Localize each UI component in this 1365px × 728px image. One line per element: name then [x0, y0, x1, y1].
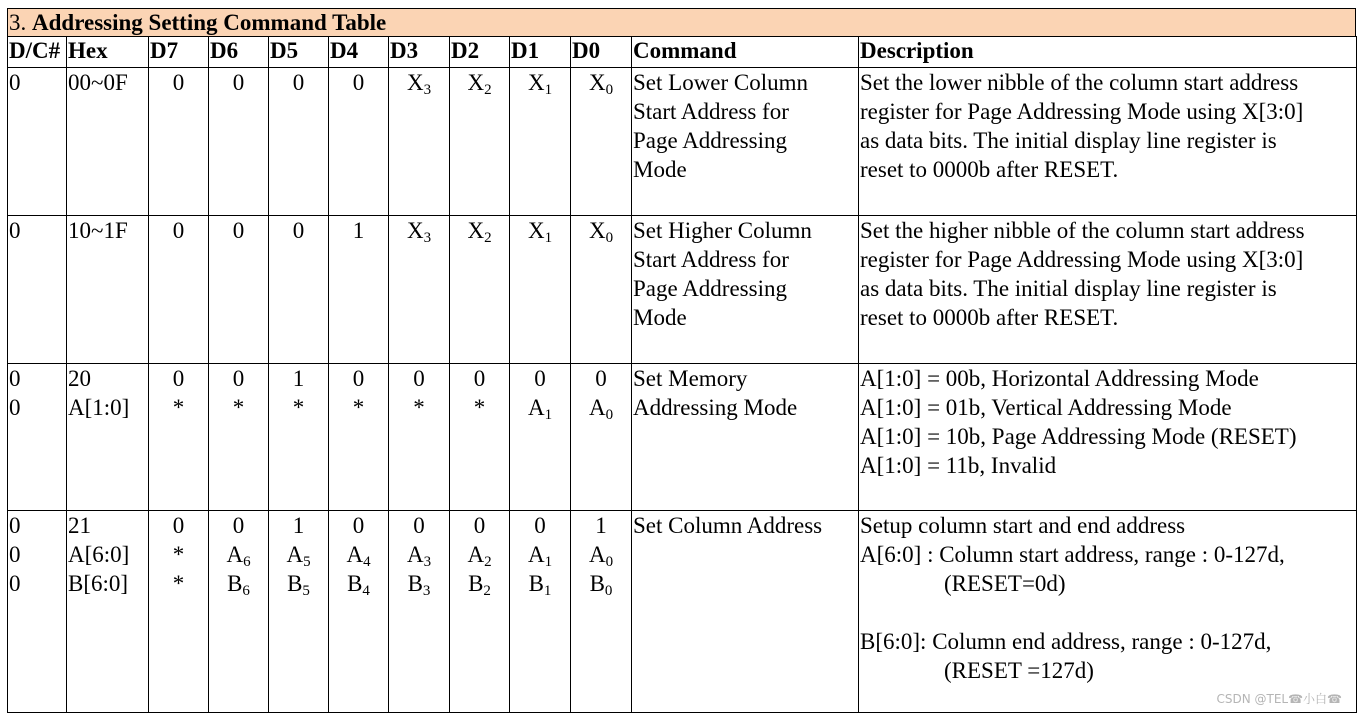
command-cell-line: Mode: [633, 305, 687, 330]
hex-cell-line: 21: [68, 513, 91, 538]
bit-value: [149, 511, 208, 540]
bit-value: [269, 68, 328, 97]
bit-subscript: 0: [605, 230, 614, 246]
bit-symbol: 0: [172, 513, 185, 538]
bit-value: [329, 540, 388, 569]
bit-cell-d0: [571, 216, 632, 364]
bit-cell-d7: [149, 364, 209, 511]
bit-value: [209, 511, 268, 540]
bit-cell-d6: [209, 68, 269, 216]
bit-value: [149, 393, 208, 422]
hex-cell-line: A[6:0]: [68, 542, 130, 567]
bit-value: [329, 364, 388, 393]
command-cell: [632, 511, 859, 713]
command-cell-line: Set Memory: [633, 366, 748, 391]
bit-symbol: 0: [595, 366, 607, 391]
col-header: D/C#: [8, 37, 67, 68]
bit-subscript: 1: [544, 554, 553, 570]
bit-value: [571, 393, 631, 422]
description-line: register for Page Addressing Mode using X[3:0]: [860, 99, 1304, 124]
bit-symbol: X: [527, 218, 545, 243]
bit-symbol: A: [406, 542, 424, 567]
hex-cell: [67, 364, 149, 511]
hex-cell-line: A[1:0]: [68, 395, 130, 420]
bit-symbol: A: [286, 542, 304, 567]
command-cell-line: Addressing Mode: [633, 395, 798, 420]
command-cell-line: Set Higher Column: [633, 218, 812, 243]
col-header: D0: [571, 37, 632, 68]
bit-subscript: 0: [605, 554, 614, 570]
bit-symbol: X: [467, 70, 485, 95]
bit-value: [209, 393, 268, 422]
dc-cell-line: 0: [9, 70, 21, 95]
col-header: Hex: [67, 37, 149, 68]
bit-symbol: A: [588, 542, 606, 567]
hex-cell-line: 10~1F: [68, 218, 128, 243]
bit-symbol: 1: [292, 513, 305, 538]
bit-value: [389, 511, 449, 540]
bit-value: [389, 364, 449, 393]
bit-symbol: 0: [413, 366, 425, 391]
bit-value: [149, 569, 208, 598]
bit-symbol: 0: [232, 70, 245, 95]
bit-subscript: 3: [423, 554, 432, 570]
bit-symbol: 0: [172, 218, 185, 243]
description-line: register for Page Addressing Mode using X[3:0]: [860, 247, 1304, 272]
bit-value: [510, 393, 570, 422]
bit-symbol: 0: [534, 513, 546, 538]
bit-symbol: *: [413, 395, 425, 420]
bit-subscript: 6: [242, 583, 250, 599]
bit-symbol: 0: [352, 366, 365, 391]
watermark: CSDN @TEL☎小白☎: [1216, 692, 1342, 706]
col-header: D6: [209, 37, 269, 68]
hex-cell: [67, 216, 149, 364]
dc-cell-line: 0: [9, 571, 21, 596]
bit-symbol: 1: [595, 513, 607, 538]
bit-symbol: *: [172, 395, 185, 420]
description-line: reset to 0000b after RESET.: [860, 305, 1119, 330]
bit-symbol: X: [588, 218, 606, 243]
bit-value: [450, 393, 509, 422]
bit-cell-d1: [510, 364, 571, 511]
bit-symbol: A: [588, 395, 606, 420]
col-header: Command: [632, 37, 859, 68]
bit-cell-d6: [209, 511, 269, 713]
bit-cell-d4: [329, 68, 389, 216]
bit-subscript: 0: [604, 583, 613, 599]
bit-symbol: *: [172, 542, 185, 567]
bit-cell-d7: [149, 511, 209, 713]
bit-subscript: 6: [243, 554, 251, 570]
bit-cell-d2: [450, 68, 510, 216]
bit-subscript: 5: [303, 554, 311, 570]
description-cell: [859, 364, 1357, 511]
section-number: 3.: [9, 10, 27, 35]
command-cell-line: Page Addressing: [633, 128, 787, 153]
dc-cell: [8, 68, 67, 216]
command-cell: [632, 68, 859, 216]
bit-subscript: 3: [423, 82, 432, 98]
bit-cell-d2: [450, 364, 510, 511]
bit-symbol: B: [227, 571, 243, 596]
bit-symbol: 0: [534, 366, 546, 391]
description-line: [860, 598, 1356, 627]
bit-value: [149, 68, 208, 97]
bit-subscript: 4: [362, 583, 370, 599]
col-header: Description: [859, 37, 1357, 68]
bit-value: [209, 216, 268, 245]
bit-symbol: A: [527, 395, 545, 420]
description-line: A[6:0] : Column start address, range : 0-127d,: [860, 542, 1285, 567]
bit-value: [510, 540, 570, 569]
bit-symbol: A: [226, 542, 244, 567]
bit-cell-d4: [329, 216, 389, 364]
bit-symbol: 0: [473, 513, 486, 538]
col-header: D5: [269, 37, 329, 68]
bit-cell-d0: [571, 364, 632, 511]
bit-subscript: 1: [544, 230, 553, 246]
bit-subscript: 2: [484, 554, 492, 570]
bit-symbol: B: [407, 571, 423, 596]
description-line: Set the higher nibble of the column start address: [860, 218, 1305, 243]
bit-symbol: B: [468, 571, 484, 596]
table-row: [8, 68, 1357, 216]
description-line: A[1:0] = 10b, Page Addressing Mode (RESET): [860, 424, 1297, 449]
col-header: D2: [450, 37, 510, 68]
command-cell: [632, 364, 859, 511]
table-row: [8, 511, 1357, 713]
command-cell-line: Mode: [633, 157, 687, 182]
dc-cell-line: 0: [9, 513, 21, 538]
bit-value: [269, 393, 328, 422]
bit-value: [329, 569, 388, 598]
bit-symbol: X: [527, 70, 545, 95]
bit-value: [510, 68, 570, 97]
command-cell-line: Start Address for: [633, 247, 789, 272]
description-line: B[6:0]: Column end address, range : 0-127d,: [860, 629, 1272, 654]
command-cell-line: Set Lower Column: [633, 70, 809, 95]
hex-cell: [67, 68, 149, 216]
description-cell: [859, 68, 1357, 216]
bit-cell-d2: [450, 511, 510, 713]
bit-symbol: *: [172, 571, 185, 596]
bit-cell-d3: [389, 216, 450, 364]
dc-cell-line: 0: [9, 395, 21, 420]
command-table-section: [7, 8, 1356, 713]
description-line: A[1:0] = 01b, Vertical Addressing Mode: [860, 395, 1232, 420]
bit-symbol: 1: [292, 366, 305, 391]
description-line: as data bits. The initial display line register is: [860, 276, 1277, 301]
bit-cell-d3: [389, 68, 450, 216]
bit-value: [510, 569, 570, 598]
bit-value: [450, 364, 509, 393]
hex-cell-line: B[6:0]: [68, 571, 129, 596]
col-header: D7: [149, 37, 209, 68]
bit-cell-d1: [510, 68, 571, 216]
bit-cell-d2: [450, 216, 510, 364]
bit-symbol: 0: [172, 366, 185, 391]
bit-value: [450, 216, 509, 245]
dc-cell-line: 0: [9, 366, 21, 391]
command-cell-line: Set Column Address: [633, 513, 823, 538]
bit-symbol: A: [346, 542, 364, 567]
bit-symbol: 0: [292, 70, 305, 95]
bit-subscript: 0: [605, 407, 614, 423]
description-line: Set the lower nibble of the column start address: [860, 70, 1299, 95]
bit-symbol: 0: [232, 366, 245, 391]
description-cell: [859, 216, 1357, 364]
bit-cell-d0: [571, 68, 632, 216]
bit-cell-d7: [149, 68, 209, 216]
bit-symbol: 0: [352, 70, 365, 95]
bit-symbol: *: [473, 395, 486, 420]
dc-cell: [8, 511, 67, 713]
dc-cell-line: 0: [9, 218, 21, 243]
bit-subscript: 2: [484, 82, 492, 98]
bit-value: [389, 393, 449, 422]
bit-value: [571, 364, 631, 393]
bit-symbol: X: [467, 218, 485, 243]
bit-value: [450, 68, 509, 97]
description-line: A[1:0] = 00b, Horizontal Addressing Mode: [860, 366, 1259, 391]
bit-subscript: 2: [483, 583, 491, 599]
hex-cell-line: 00~0F: [68, 70, 128, 95]
bit-symbol: B: [347, 571, 363, 596]
bit-value: [329, 393, 388, 422]
bit-value: [450, 540, 509, 569]
section-heading: Addressing Setting Command Table: [32, 10, 387, 35]
bit-symbol: 0: [232, 218, 245, 243]
bit-subscript: 1: [543, 583, 552, 599]
bit-value: [389, 216, 449, 245]
bit-cell-d6: [209, 216, 269, 364]
bit-symbol: 0: [232, 513, 245, 538]
bit-symbol: 1: [352, 218, 365, 243]
bit-cell-d3: [389, 511, 450, 713]
dc-cell: [8, 364, 67, 511]
bit-symbol: A: [527, 542, 545, 567]
dc-cell-line: 0: [9, 542, 21, 567]
bit-cell-d6: [209, 364, 269, 511]
col-header: D4: [329, 37, 389, 68]
command-cell-line: Page Addressing: [633, 276, 787, 301]
bit-symbol: 0: [172, 70, 185, 95]
bit-subscript: 1: [544, 407, 553, 423]
bit-cell-d7: [149, 216, 209, 364]
bit-value: [571, 540, 631, 569]
bit-cell-d5: [269, 511, 329, 713]
bit-subscript: 0: [605, 82, 614, 98]
bit-value: [329, 216, 388, 245]
bit-value: [269, 364, 328, 393]
description-line: reset to 0000b after RESET.: [860, 157, 1119, 182]
description-line: Setup column start and end address: [860, 513, 1186, 538]
bit-value: [389, 569, 449, 598]
command-cell-line: Start Address for: [633, 99, 789, 124]
bit-symbol: X: [406, 218, 424, 243]
bit-symbol: 0: [413, 513, 425, 538]
dc-cell: [8, 216, 67, 364]
bit-value: [389, 540, 449, 569]
bit-cell-d4: [329, 511, 389, 713]
bit-symbol: B: [528, 571, 544, 596]
bit-cell-d1: [510, 511, 571, 713]
description-line: (RESET =127d): [944, 658, 1094, 683]
bit-subscript: 1: [544, 82, 553, 98]
description-cell: [859, 511, 1357, 713]
description-line: A[1:0] = 11b, Invalid: [860, 453, 1057, 478]
bit-symbol: 0: [352, 513, 365, 538]
bit-symbol: *: [232, 395, 245, 420]
table-row: [8, 216, 1357, 364]
col-header: D1: [510, 37, 571, 68]
bit-value: [510, 364, 570, 393]
bit-value: [571, 569, 631, 598]
hex-cell-line: 20: [68, 366, 91, 391]
bit-value: [269, 569, 328, 598]
bit-value: [510, 511, 570, 540]
bit-value: [269, 511, 328, 540]
bit-value: [209, 364, 268, 393]
bit-cell-d3: [389, 364, 450, 511]
table-row: [8, 364, 1357, 511]
bit-value: [571, 216, 631, 245]
bit-symbol: 0: [473, 366, 486, 391]
bit-value: [149, 364, 208, 393]
bit-value: [571, 511, 631, 540]
command-cell: [632, 216, 859, 364]
bit-subscript: 4: [363, 554, 371, 570]
bit-symbol: 0: [292, 218, 305, 243]
bit-symbol: A: [467, 542, 485, 567]
bit-value: [329, 68, 388, 97]
description-line: (RESET=0d): [944, 571, 1066, 596]
bit-cell-d5: [269, 68, 329, 216]
addressing-command-table: [7, 36, 1357, 713]
description-line: as data bits. The initial display line register is: [860, 128, 1277, 153]
bit-value: [149, 216, 208, 245]
bit-cell-d5: [269, 216, 329, 364]
bit-subscript: 5: [302, 583, 310, 599]
bit-symbol: X: [406, 70, 424, 95]
bit-symbol: B: [589, 571, 605, 596]
table-header-row: [8, 37, 1357, 68]
bit-value: [450, 511, 509, 540]
bit-value: [389, 68, 449, 97]
bit-value: [571, 68, 631, 97]
bit-cell-d4: [329, 364, 389, 511]
bit-cell-d0: [571, 511, 632, 713]
bit-value: [510, 216, 570, 245]
bit-value: [269, 216, 328, 245]
bit-value: [209, 540, 268, 569]
bit-cell-d1: [510, 216, 571, 364]
bit-symbol: X: [588, 70, 606, 95]
bit-subscript: 3: [423, 230, 432, 246]
bit-symbol: B: [287, 571, 303, 596]
bit-value: [269, 540, 328, 569]
bit-symbol: *: [352, 395, 365, 420]
bit-subscript: 2: [484, 230, 492, 246]
bit-subscript: 3: [422, 583, 431, 599]
section-title: [7, 8, 1356, 36]
bit-value: [209, 68, 268, 97]
bit-value: [329, 511, 388, 540]
bit-value: [450, 569, 509, 598]
hex-cell: [67, 511, 149, 713]
bit-symbol: *: [292, 395, 305, 420]
bit-value: [209, 569, 268, 598]
bit-value: [149, 540, 208, 569]
bit-cell-d5: [269, 364, 329, 511]
col-header: D3: [389, 37, 450, 68]
